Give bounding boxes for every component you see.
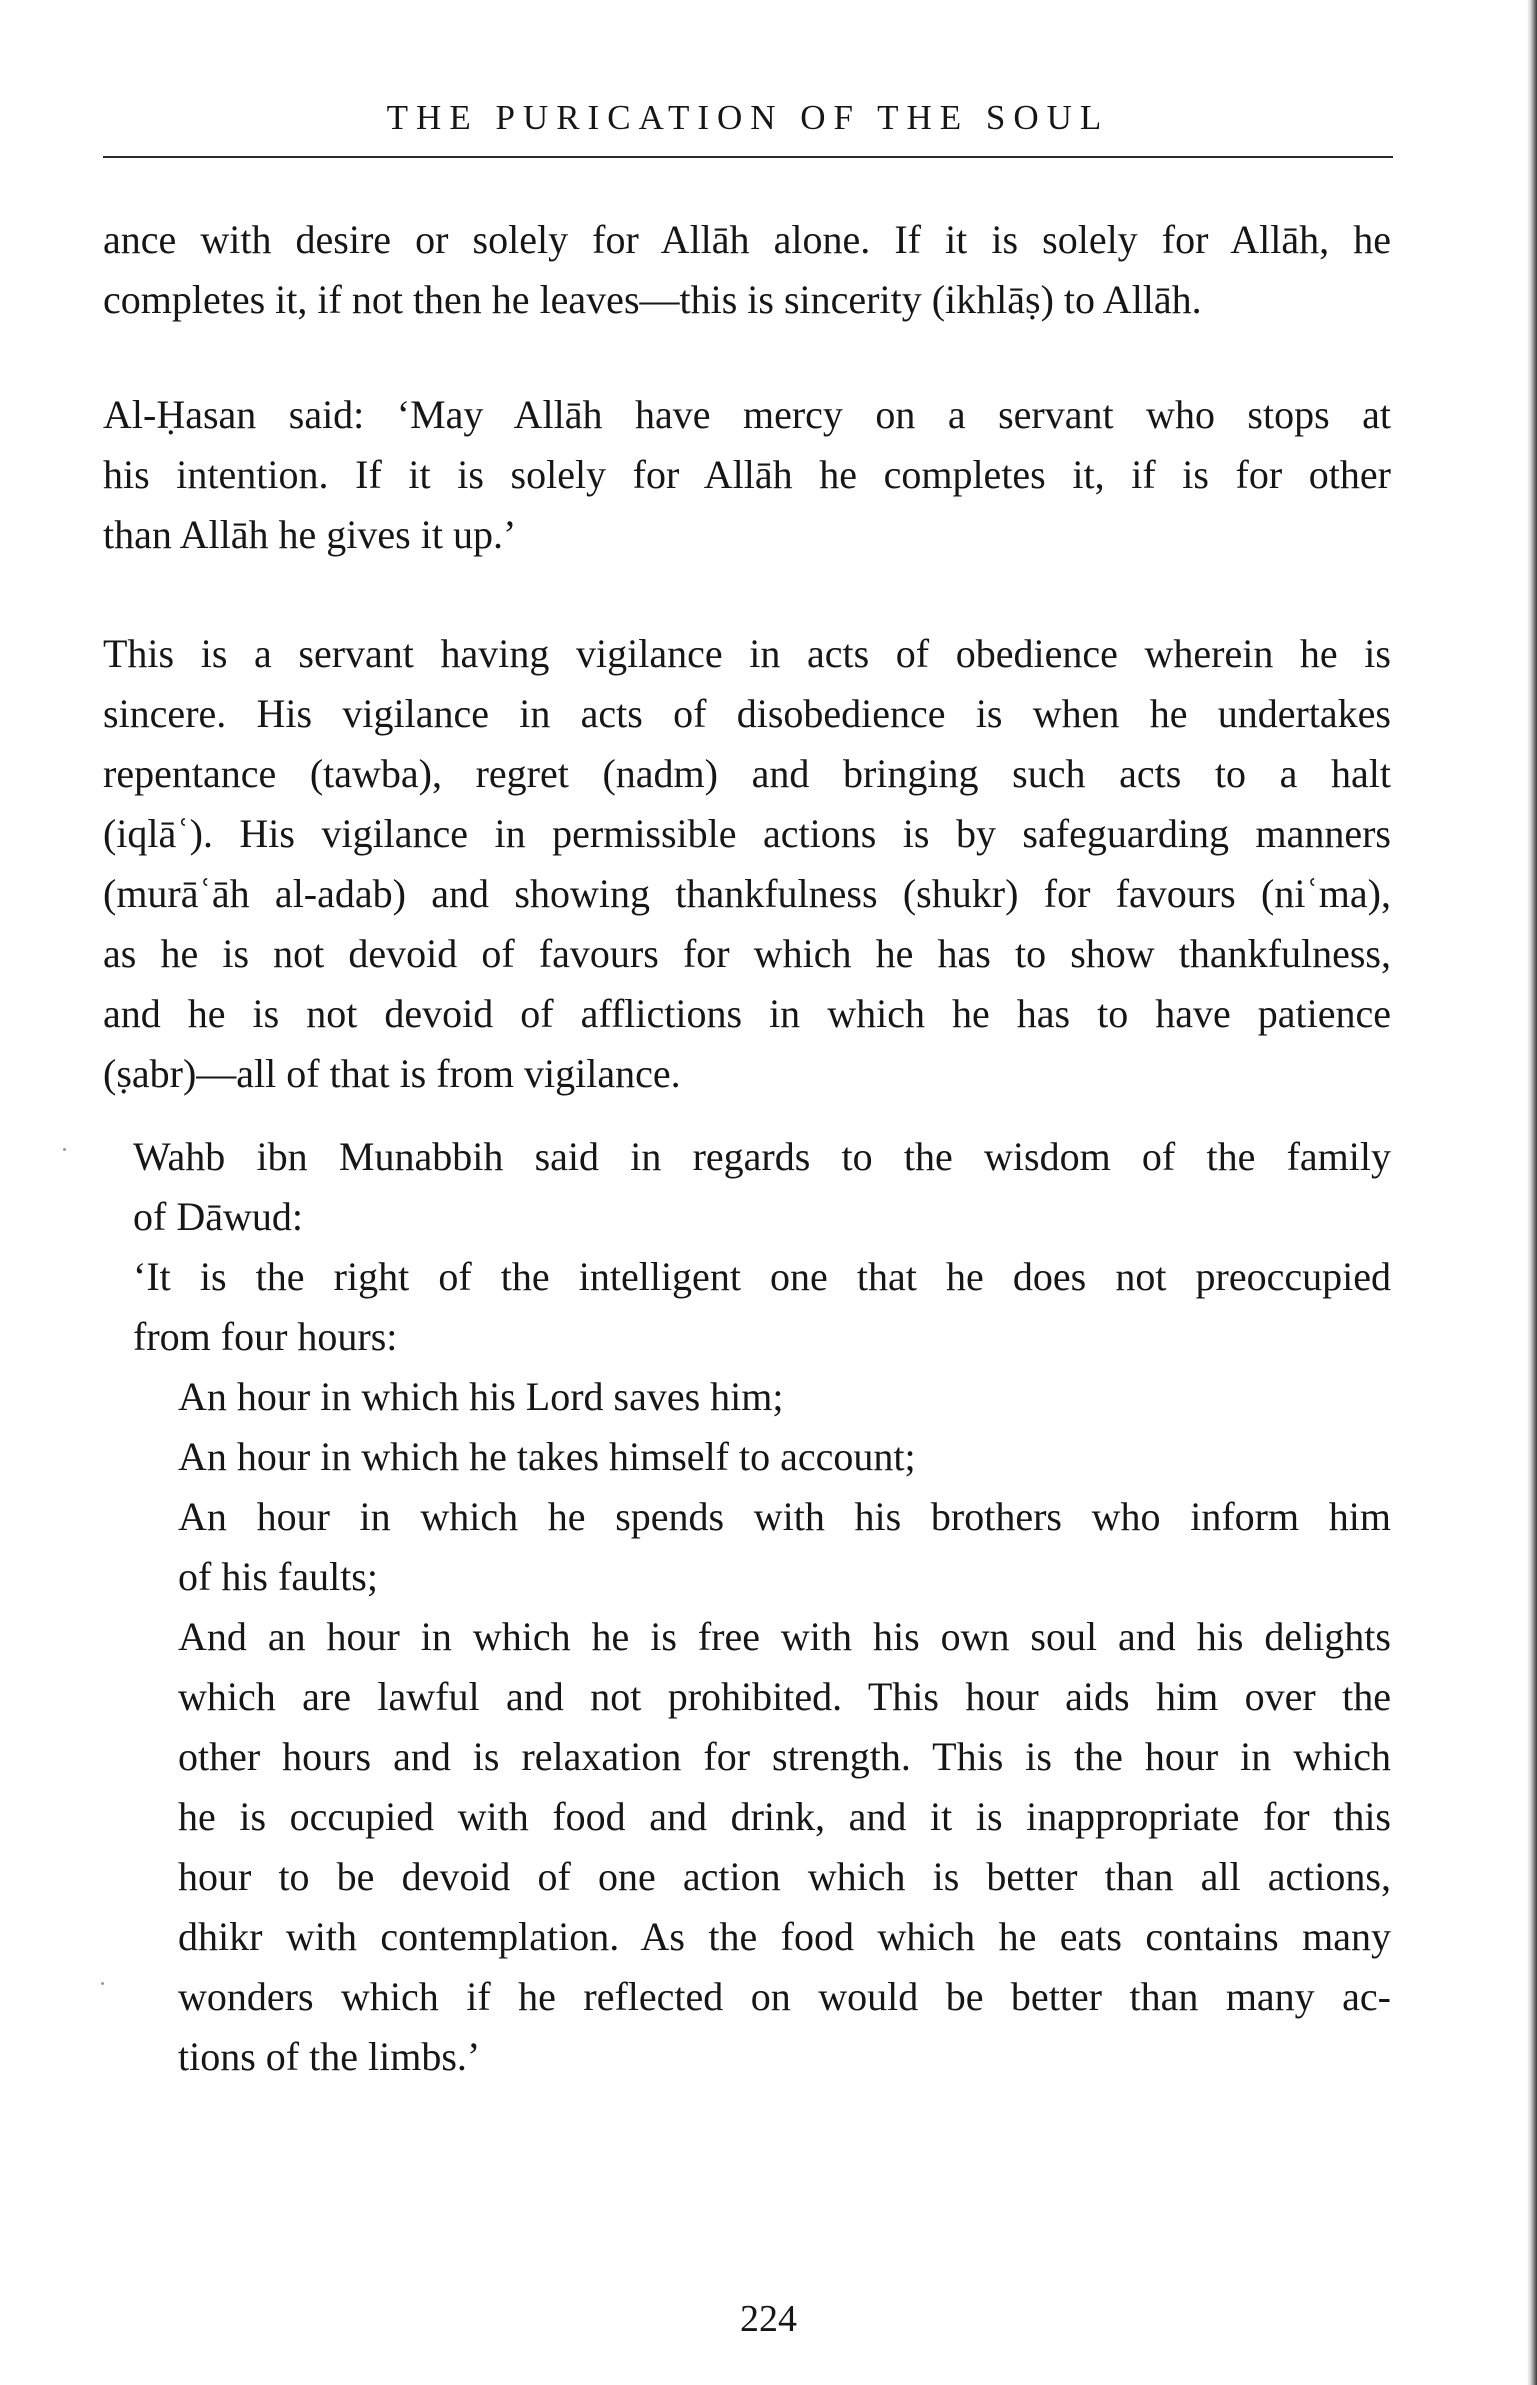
text-line: wonders which if he reflected on would be better than many ac- <box>178 1974 1391 2019</box>
text-line: This is a servant having vigilance in acts of obedience wherein he is <box>103 631 1391 676</box>
running-head-title: THE PURICATION OF THE SOUL <box>386 98 1110 137</box>
paragraph-1 <box>103 210 1391 330</box>
page-number: 224 <box>740 2298 797 2340</box>
text-line: Al-Ḥasan said: ‘May Allāh have mercy on a servant who stops at <box>103 392 1391 437</box>
page-edge-shadow <box>1527 0 1537 2385</box>
paragraph-2 <box>103 385 1391 565</box>
text-line: than Allāh he gives it up.’ <box>103 512 517 557</box>
text-line: tions of the limbs.’ <box>178 2034 481 2079</box>
scan-speck <box>101 1982 104 1985</box>
text-line: of his faults; <box>178 1554 378 1599</box>
text-line: repentance (tawba), regret (nadm) and bringing such acts to a halt <box>103 751 1391 796</box>
text-line: hour to be devoid of one action which is better than all actions, <box>178 1854 1391 1899</box>
paragraph-4-quotation <box>103 1127 1391 2087</box>
text-line: An hour in which his Lord saves him; <box>178 1374 784 1419</box>
text-line: completes it, if not then he leaves—this is sincerity (ikhlāṣ) to Allāh. <box>103 277 1202 322</box>
text-line: (iqlāʿ). His vigilance in permissible actions is by safeguarding manners <box>103 811 1391 856</box>
text-line: (ṣabr)—all of that is from vigilance. <box>103 1051 681 1096</box>
text-line: sincere. His vigilance in acts of disobedience is when he undertakes <box>103 691 1391 736</box>
text-line: An hour in which he takes himself to account; <box>178 1434 916 1479</box>
text-line: An hour in which he spends with his brothers who inform him <box>178 1494 1391 1539</box>
header-rule <box>103 156 1393 158</box>
text-line: from four hours: <box>133 1314 398 1359</box>
text-line: ance with desire or solely for Allāh alone. If it is solely for Allāh, he <box>103 217 1391 262</box>
text-line: ‘It is the right of the intelligent one that he does not preoccupied <box>133 1254 1391 1299</box>
paragraph-3 <box>103 624 1391 1104</box>
scan-speck <box>63 1148 66 1151</box>
text-line: which are lawful and not prohibited. This hour aids him over the <box>178 1674 1391 1719</box>
text-line: dhikr with contemplation. As the food which he eats contains many <box>178 1914 1391 1959</box>
text-line: and he is not devoid of afflictions in which he has to have patience <box>103 991 1391 1036</box>
text-line: And an hour in which he is free with his own soul and his delights <box>178 1614 1391 1659</box>
text-line: Wahb ibn Munabbih said in regards to the wisdom of the family <box>133 1134 1391 1179</box>
text-line: of Dāwud: <box>133 1194 303 1239</box>
text-line: (murāʿāh al-adab) and showing thankfulness (shukr) for favours (niʿma), <box>103 871 1391 916</box>
text-line: other hours and is relaxation for strength. This is the hour in which <box>178 1734 1391 1779</box>
text-line: his intention. If it is solely for Allāh he completes it, if is for other <box>103 452 1391 497</box>
text-line: he is occupied with food and drink, and it is inappropriate for this <box>178 1794 1391 1839</box>
text-line: as he is not devoid of favours for which he has to show thankfulness, <box>103 931 1391 976</box>
